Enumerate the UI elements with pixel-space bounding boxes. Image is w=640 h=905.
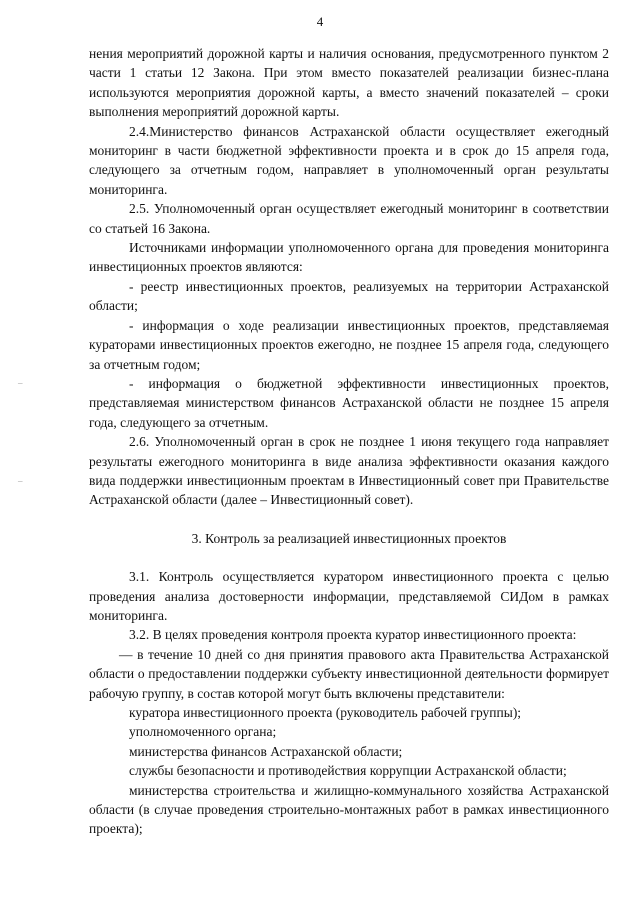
list-item: службы безопасности и противодействия коррупции Астраханской области; bbox=[129, 763, 567, 779]
list-item: министерства строительства и жилищно-коммунального хозяйства Астраханской области (в случае проведения строительно-монтажных работ в рамках инвестиционного проекта); bbox=[89, 782, 609, 837]
page-number: 4 bbox=[316, 14, 324, 29]
paragraph-sources: Источниками информации уполномоченного органа для проведения мониторинга инвестиционных проектов являются: bbox=[89, 240, 609, 275]
list-item: — в течение 10 дней со дня принятия правового акта Правительства Астраханской области о предоставлении поддержки субъекту инвестиционной деятельности формирует рабочую группу, в состав которой могут быть включены представители: bbox=[89, 646, 609, 701]
list-item: куратора инвестиционного проекта (руководитель рабочей группы); bbox=[129, 705, 522, 720]
list-item: министерства финансов Астраханской области; bbox=[129, 743, 403, 759]
list-item: - информация о ходе реализации инвестиционных проектов, представляемая кураторами инвестиционных проектов ежегодно, не позднее 15 апреля года, следующего за отчетным годом; bbox=[89, 317, 609, 372]
margin-mark: – bbox=[18, 476, 23, 486]
margin-mark: – bbox=[18, 378, 23, 388]
document-body bbox=[89, 44, 609, 839]
list-item: - информация о бюджетной эффективности инвестиционных проектов, представляемая министерством финансов Астраханской области не позднее 15 апреля года, следующего за отчетным. bbox=[89, 375, 609, 430]
list-item: - реестр инвестиционных проектов, реализуемых на территории Астраханской области; bbox=[89, 278, 609, 314]
paragraph-2-6: 2.6. Уполномоченный орган в срок не позднее 1 июня текущего года направляет результаты ежегодного мониторинга в виде анализа эффективности оказания каждого вида поддержки инвестиционным проектам в Инвестиционный совет при Правительстве Астраханской области (далее – Инвестиционный совет). bbox=[89, 434, 609, 508]
section-heading: 3. Контроль за реализацией инвестиционных проектов bbox=[191, 530, 507, 546]
list-item: уполномоченного органа; bbox=[129, 724, 277, 740]
paragraph-2-5: 2.5. Уполномоченный орган осуществляет ежегодный мониторинг в соответствии со статьей 16 Закона. bbox=[89, 201, 609, 236]
paragraph-2-4: 2.4.Министерство финансов Астраханской области осуществляет ежегодный мониторинг в части бюджетной эффективности проекта и в срок до 15 апреля года, следующего за отчетным годом, направляет в уполномоченный орган результаты мониторинга. bbox=[89, 123, 609, 197]
paragraph-3-2: 3.2. В целях проведения контроля проекта куратор инвестиционного проекта: bbox=[129, 627, 577, 643]
paragraph: нения мероприятий дорожной карты и наличия основания, предусмотренного пунктом 2 части 1 статьи 12 Закона. При этом вместо показателей реализации бизнес-плана используются мероприятия дорожной карты, а вместо значений показателей – сроки выполнения мероприятий дорожной карты. bbox=[89, 46, 609, 120]
paragraph-3-1: 3.1. Контроль осуществляется куратором инвестиционного проекта с целью проведения анализа достоверности информации, представляемой СИДом в рамках мониторинга. bbox=[89, 569, 609, 623]
